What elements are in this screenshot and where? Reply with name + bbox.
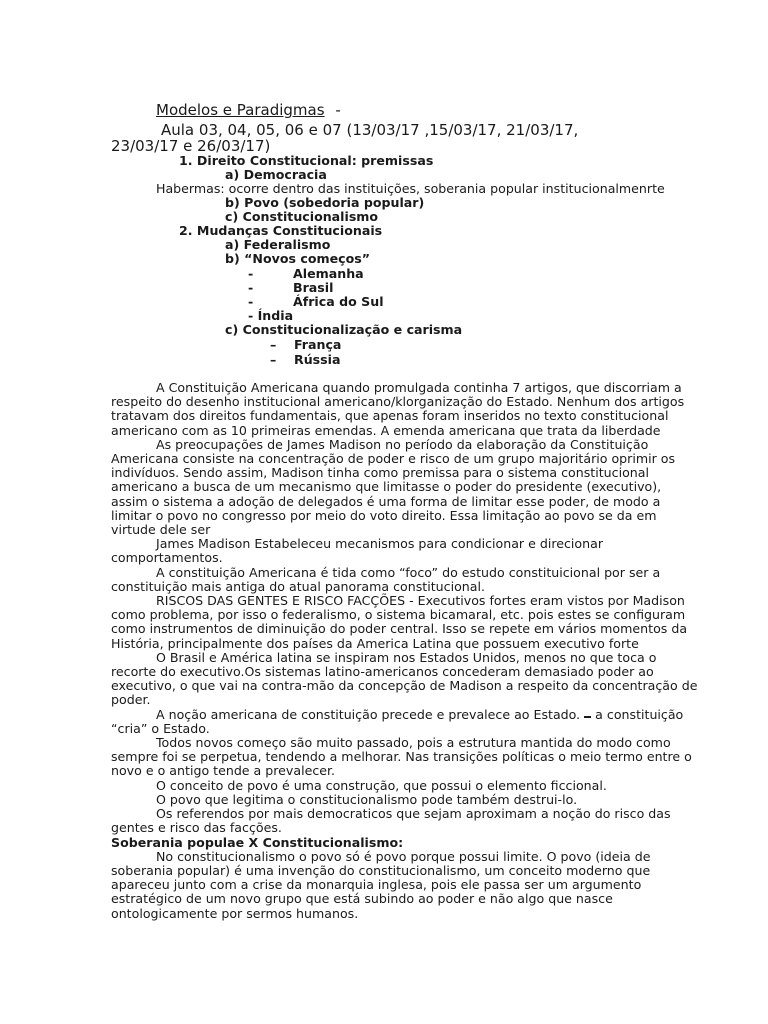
paragraph: Os referendos por mais democraticos que sejam aproximam a noção do risco das gentes e risco das facções. [111, 806, 671, 836]
list-item-brasil: Brasil [293, 280, 334, 295]
paragraph-part: A noção americana de constituição precede e prevalece ao Estado. [156, 706, 581, 722]
list-dash: - [248, 280, 254, 295]
outline-item-1c: c) Constitucionalismo [225, 209, 379, 224]
list-endash: – [270, 352, 277, 367]
list-item-russia: Rússia [294, 352, 341, 367]
body-text [111, 381, 701, 921]
list-endash: – [270, 337, 277, 352]
section-heading: Soberania populae X Constitucionalismo: [111, 834, 404, 850]
list-item-franca: França [294, 337, 342, 352]
outline-item-1a: a) Democracia [225, 167, 327, 182]
outline-item-2b: b) “Novos começos” [225, 251, 371, 266]
paragraph: RISCOS DAS GENTES E RISCO FACÇÕES - Executivos fortes eram vistos por Madison como problema, por isso o federalismo, o sistema bicamaral, etc. pois estes se configuram como instrumentos de diminuição do poder central. Isso se repete em vários momentos da História, principalmente dos países da America Latina que possuem executivo forte [111, 593, 688, 651]
outline-item-1: 1. Direito Constitucional: premissas [179, 153, 434, 168]
paragraph: No constitucionalismo o povo só é povo porque possui limite. O povo (ideia de soberania popular) é uma invenção do constitucionalismo, um conceito moderno que apareceu junto com a crise da monarquia inglesa, pois ele passa ser um argumento estratégico de um novo grupo que está subindo ao poder e não algo que nasce ontologicamente por sermos humanos. [111, 848, 651, 921]
paragraph: James Madison Estabeleceu mecanismos para condicionar e direcionar comportamentos. [111, 536, 604, 566]
outline-item-2a: a) Federalismo [225, 237, 331, 252]
outline-item-1b: b) Povo (sobedoria popular) [225, 195, 425, 210]
paragraph: O povo que legitima o constitucionalismo pode também destrui-lo. [156, 791, 578, 807]
title-dash: - [335, 101, 341, 119]
paragraph: O conceito de povo é uma construção, que possui o elemento ficcional. [156, 777, 607, 793]
list-dash: - [248, 294, 254, 309]
underscore-glyph [584, 714, 591, 718]
subtitle-line-1: Aula 03, 04, 05, 06 e 07 (13/03/17 ,15/03/17, 21/03/17, [161, 121, 579, 139]
list-item-africa: África do Sul [293, 294, 384, 309]
habermas-note: Habermas: ocorre dentro das instituições, soberania popular institucionalmenrte [156, 181, 665, 196]
paragraph: O Brasil e América latina se inspiram nos Estados Unidos, menos no que toca o recorte do executivo.Os sistemas latino-americanos concederam demasiado poder ao executivo, o que vai na contra-mão da concepção de Madison a respeito da concentração de poder. [111, 649, 698, 708]
paragraph [111, 708, 701, 736]
paragraph: Todos novos começo são muito passado, pois a estrutura mantida do modo como sempre foi se perpetua, tendendo a melhorar. Nas transições políticas o meio termo entre o novo e o antigo tende a prevalecer. [111, 735, 692, 779]
subtitle-line-2: 23/03/17 e 26/03/17) [111, 137, 271, 155]
paragraph-part: a constituição “cria” o Estado. [111, 706, 684, 736]
paragraph: A Constituição Americana quando promulgada continha 7 artigos, que discorriam a respeito do desenho institucional americano/klorganização do Estado. Nenhum dos artigos tratavam dos direitos fundamentais, que apenas foram inseridos no texto constitucional americano com as 10 primeiras emendas. A emenda americana que trata da liberdade [111, 380, 685, 438]
outline-item-2c: c) Constitucionalização e carisma [225, 322, 463, 337]
list-item-alemanha: Alemanha [293, 266, 364, 281]
document-title [156, 101, 341, 119]
paragraph: A constituição Americana é tida como “foco” do estudo constituicional por ser a constituição mais antiga do atual panorama constitucional. [111, 564, 661, 594]
list-dash: - [248, 266, 254, 281]
title-text: Modelos e Paradigmas [156, 101, 325, 119]
outline-item-2: 2. Mudanças Constitucionais [179, 223, 383, 238]
list-item-india: - Índia [248, 308, 294, 323]
paragraph: As preocupações de James Madison no período da elaboração da Constituição Americana consiste na concentração de poder e risco de um grupo majoritário oprimir os indivíduos. Sendo assim, Madison tinha como premissa para o sistema constitucional americano a busca de um mecanismo que limitasse o poder do presidente (executivo), assim o sistema a adoção de delegados é uma forma de limitar esse poder, de modo a limitar o povo no congresso por meio do voto direito. Essa limitação ao povo se da em virtude dele ser [111, 436, 676, 538]
